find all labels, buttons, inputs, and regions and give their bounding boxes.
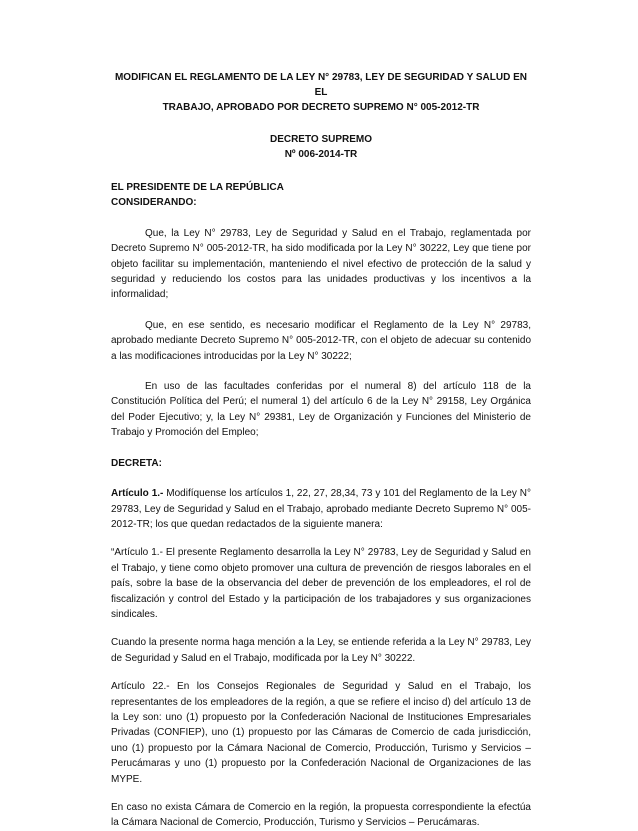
paragraph-2: Que, en ese sentido, es necesario modificar el Reglamento de la Ley N° 29783, aprobado mediante Decreto Supremo N° 005-2012-TR, con el objeto de adecuar su contenido a las modificaciones introducidas por la Ley N° 30222;	[111, 319, 531, 362]
article-1	[111, 486, 531, 532]
decreta-heading: DECRETA:	[111, 457, 162, 469]
article-1-quote: “Artículo 1.- El presente Reglamento desarrolla la Ley N° 29783, Ley de Seguridad y Salud en el Trabajo, y tiene como objeto promover una cultura de prevención de riesgos laborales en el país, sobre la base de la observancia del deber de prevención de los empleadores, el rol de fiscalización y control del Estado y la participación de los trabajadores y sus organizaciones sindicales.	[111, 547, 531, 620]
article-22-paragraph-2: En caso no exista Cámara de Comercio en la región, la propuesta correspondiente la efectúa la Cámara Nacional de Comercio, Producción, Turismo y Servicios – Perucámaras.	[111, 802, 531, 829]
decree-number: Nº 006-2014-TR	[284, 149, 358, 160]
article-1-label: Artículo 1.-	[111, 488, 164, 500]
paragraph-1: Que, la Ley N° 29783, Ley de Seguridad y Salud en el Trabajo, reglamentada por Decreto Supremo N° 005-2012-TR, ha sido modificada por la Ley N° 30222, Ley que tiene por objeto facilitar su implementación, manteniendo el nivel efectivo de protección de la salud y seguridad y reduciendo los costos para las unidades productivas y los incentivos a la informalidad;	[111, 227, 531, 301]
article-22: Artículo 22.- En los Consejos Regionales de Seguridad y Salud en el Trabajo, los representantes de los empleadores de la región, a que se refiere el inciso d) del artículo 13 de la Ley son: uno (1) propuesto por la Confederación Nacional de Instituciones Empresariales Privadas (CONFIEP), uno (1) propuesto por las Cámaras de Comercio de cada jurisdicción, uno (1) propuesto por la Cámara Nacional de Comercio, Producción, Turismo y Servicios – Perucámaras y uno (1) propuesto por la Confederación Nacional de Organizaciones de las MYPE.	[111, 681, 531, 785]
title-line-1: MODIFICAN EL REGLAMENTO DE LA LEY N° 29783, LEY DE SEGURIDAD Y SALUD EN EL	[114, 72, 528, 98]
decree-heading	[111, 132, 531, 162]
decree-type: DECRETO SUPREMO	[269, 134, 373, 145]
article-1-quote-2: Cuando la presente norma haga mención a la Ley, se entiende referida a la Ley N° 29783, Ley de Seguridad y Salud en el Trabajo, modificada por la Ley N° 30222.	[111, 637, 531, 664]
document-title	[111, 0, 531, 115]
paragraph-3: En uso de las facultades conferidas por el numeral 8) del artículo 118 de la Constitución Política del Perú; el numeral 1) del artículo 6 de la Ley N° 29158, Ley Orgánica del Poder Ejecutivo; y, la Ley N° 29381, Ley de Organización y Funciones del Ministerio de Trabajo y Promoción del Empleo;	[111, 381, 531, 439]
considerando-heading: CONSIDERANDO:	[111, 197, 197, 209]
president-heading: EL PRESIDENTE DE LA REPÚBLICA	[111, 182, 284, 193]
title-line-2: TRABAJO, APROBADO POR DECRETO SUPREMO N° 005-2012-TR	[162, 102, 480, 113]
article-1-text: Modifíquense los artículos 1, 22, 27, 28,34, 73 y 101 del Reglamento de la Ley N° 29783, Ley de Seguridad y Salud en el Trabajo, aprobado mediante Decreto Supremo N° 005-2012-TR; los que quedan redactados de la siguiente manera:	[111, 488, 531, 530]
